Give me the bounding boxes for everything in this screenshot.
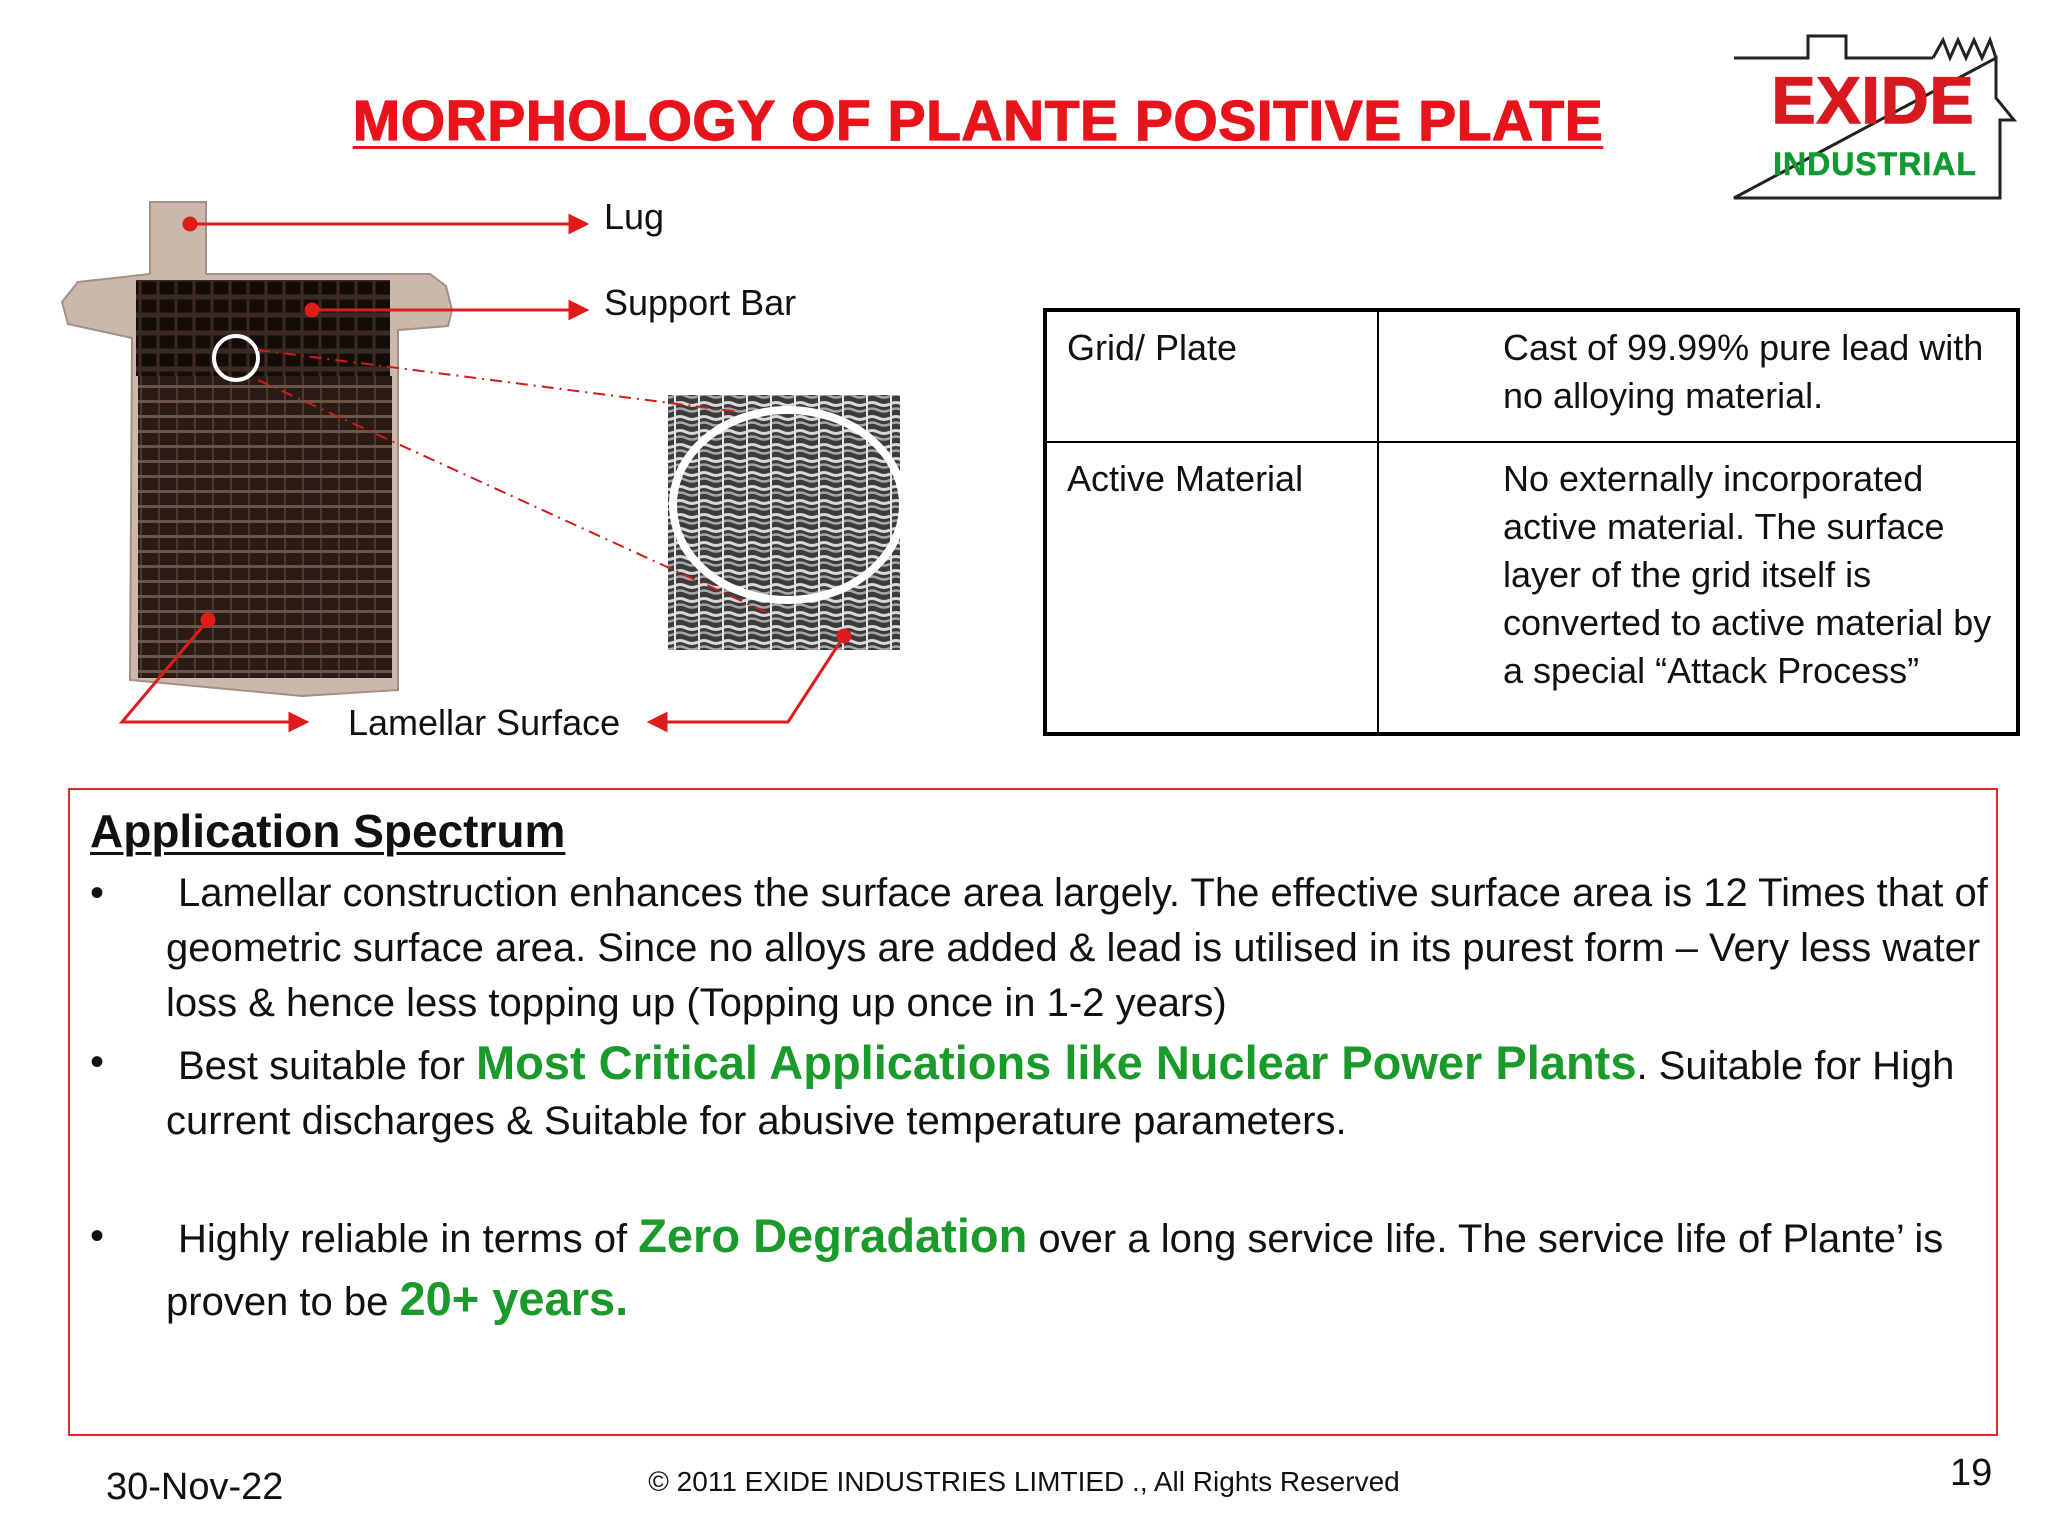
bullet-text: Best suitable for Most Critical Applications like Nuclear Power Plants. Suitable for High current discharges & Suitable for abusive temperature parameters. bbox=[166, 1036, 1955, 1143]
bullet-icon: • bbox=[90, 871, 105, 915]
exide-logo bbox=[1728, 28, 2018, 203]
slide-title: MORPHOLOGY OF PLANTE POSITIVE PLATE bbox=[352, 89, 1604, 153]
bullet-text: Highly reliable in terms of Zero Degradation over a long service life. The service life of Plante’ is proven to be 20+ years. bbox=[166, 1209, 1944, 1325]
spec-table bbox=[1043, 308, 2020, 736]
bullet-icon: • bbox=[90, 1040, 105, 1084]
support-bar-label: Support Bar bbox=[604, 282, 797, 323]
bullet-text: Lamellar construction enhances the surface area largely. The effective surface area is 12 Times that of geometric surface area. Since no alloys are added & lead is utilised in its purest form – Very less water loss & hence less topping up (Topping up once in 1-2 years) bbox=[166, 871, 1988, 1025]
lamellar-area bbox=[138, 376, 392, 678]
application-title: Application Spectrum bbox=[90, 805, 566, 857]
slide-date: 30-Nov-22 bbox=[106, 1466, 284, 1508]
grid-area bbox=[136, 280, 390, 376]
lamellar-surface-label: Lamellar Surface bbox=[348, 702, 621, 743]
spec-key: Active Material bbox=[1045, 442, 1378, 734]
logo-subtitle: INDUSTRIAL bbox=[1773, 146, 1977, 182]
spec-value: Cast of 99.99% pure lead with no alloying material. bbox=[1378, 310, 2018, 442]
copyright-notice: © 2011 EXIDE INDUSTRIES LIMTIED ., All Rights Reserved bbox=[648, 1466, 1400, 1497]
table-row bbox=[1045, 442, 2018, 734]
spec-value: No externally incorporated active material. The surface layer of the grid itself is converted to active material by a special “Attack Process” bbox=[1378, 442, 2018, 734]
bullet-icon: • bbox=[90, 1214, 105, 1258]
table-row bbox=[1045, 310, 2018, 442]
application-spectrum-box bbox=[68, 788, 1998, 1436]
spec-key: Grid/ Plate bbox=[1045, 310, 1378, 442]
logo-word: EXIDE bbox=[1771, 63, 1975, 137]
highlight-zero-degradation: Zero Degradation bbox=[638, 1209, 1028, 1262]
lug-label: Lug bbox=[604, 196, 665, 237]
plate-diagram bbox=[50, 190, 1030, 770]
highlight-service-life: 20+ years. bbox=[399, 1272, 629, 1325]
highlight-critical-applications: Most Critical Applications like Nuclear Power Plants bbox=[475, 1036, 1637, 1089]
page-number: 19 bbox=[1950, 1452, 1993, 1494]
